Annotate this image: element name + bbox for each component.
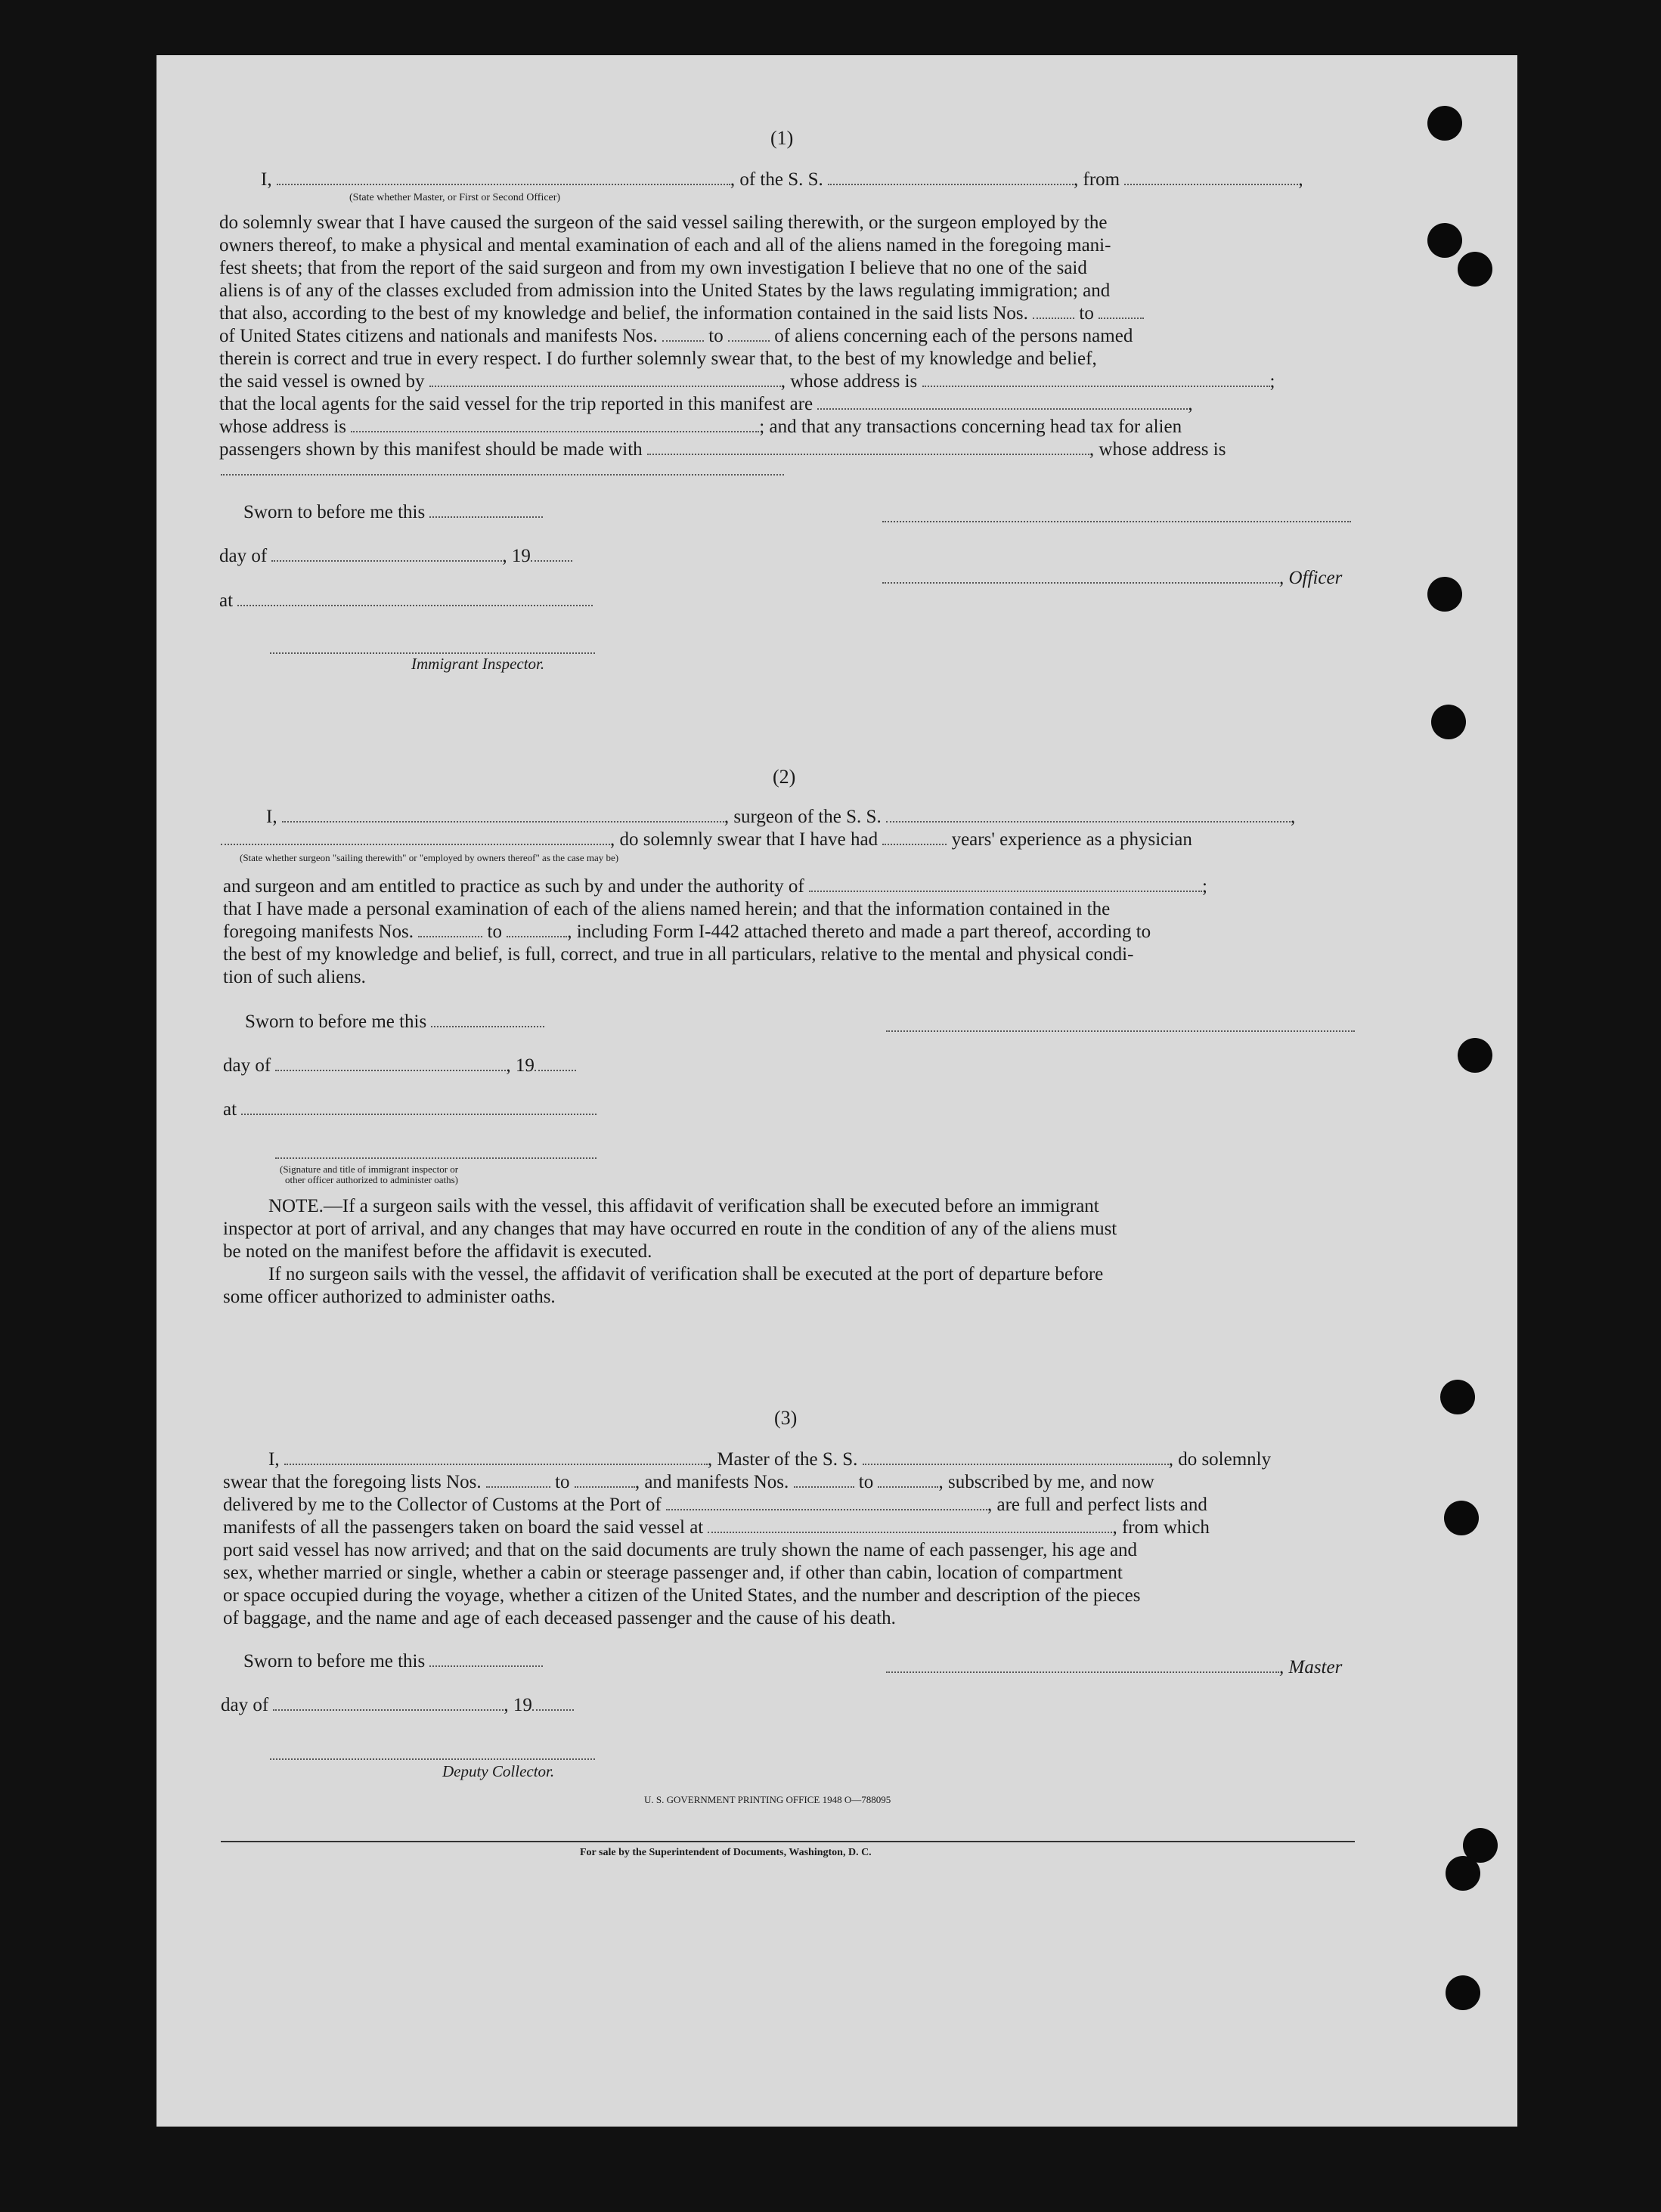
s3-body-2: manifests of all the passengers taken on board the said vessel at [223, 1517, 704, 1538]
s3-body-1-line [223, 1494, 1207, 1516]
surgeon-name-field[interactable] [282, 807, 724, 823]
s2-sworn-day-field[interactable] [431, 1012, 544, 1027]
note-3: be noted on the manifest before the affidavit is executed. [223, 1241, 652, 1262]
binder-hole [1458, 252, 1492, 287]
s3-sworn-day-field[interactable] [429, 1652, 543, 1667]
section-1-master-line: I, , of the S. S. , from , [261, 169, 1303, 190]
binder-hole [1427, 223, 1462, 258]
section-3-number: (3) [774, 1407, 798, 1429]
years-label: years' experience as a physician [951, 829, 1192, 850]
s1-body-10: passengers shown by this manifest should be made with [219, 439, 643, 460]
including-text: , including Form I-442 attached thereto and made a part thereof, according to [567, 922, 1151, 942]
s1-body-9: whose address is [219, 417, 347, 437]
day-of-label: day of [219, 546, 268, 566]
to-label: to [708, 326, 724, 346]
s2-sworn-line [245, 1011, 544, 1033]
binder-hole [1440, 1380, 1475, 1414]
s2-swear-line [221, 829, 1192, 851]
s1-officer-line [882, 567, 1342, 590]
at-label: at [223, 1099, 237, 1120]
s1-body-2: fest sheets; that from the report of the said surgeon and from my own investigation I believe that no one of the said [219, 258, 1087, 278]
s2-body-2: foregoing manifests Nos. [223, 922, 414, 942]
s3-body-5: or space occupied during the voyage, whether a citizen of the United States, and the number and description of the pieces [223, 1585, 1141, 1606]
deputy-collector-label: Deputy Collector. [442, 1762, 555, 1780]
master-label: , Master [1279, 1657, 1343, 1678]
to-label: to [858, 1472, 874, 1492]
for-sale-line: For sale by the Superintendent of Documents, Washington, D. C. [580, 1847, 872, 1858]
sworn-label: Sworn to before me this [243, 502, 426, 522]
from-label: , from [1074, 169, 1120, 190]
vessel-field[interactable] [828, 170, 1074, 185]
head-tax-address-field[interactable] [221, 474, 784, 476]
s2-manifests-to-field[interactable] [507, 922, 567, 937]
s1-body-5-line [219, 325, 1133, 348]
binder-hole [1446, 1856, 1480, 1891]
s1-body-4: that also, according to the best of my knowledge and belief, the information contained in the said lists Nos. [219, 303, 1028, 324]
to-label: to [487, 922, 502, 942]
master-name-field[interactable] [284, 1450, 708, 1465]
binder-hole [1446, 1975, 1480, 2010]
master-vessel-field[interactable] [863, 1450, 1169, 1465]
s3-lists-to-field[interactable] [575, 1473, 635, 1488]
officer-label: , Officer [1279, 568, 1343, 588]
s3-master-sign-line [886, 1656, 1342, 1679]
do-solemnly-label: , do solemnly [1168, 1449, 1272, 1470]
day-of-label: day of [221, 1695, 269, 1715]
s3-body-3: port said vessel has now arrived; and that on the said documents are truly shown the name of each passenger, his age and [223, 1540, 1138, 1560]
sworn-label: Sworn to before me this [243, 1651, 426, 1671]
s2-day-month-field[interactable] [275, 1056, 506, 1071]
s3-lists-from-field[interactable] [486, 1473, 550, 1488]
master-signature-field[interactable] [886, 1658, 1279, 1673]
officer-title-field[interactable] [882, 568, 1279, 584]
s2-at-line [223, 1098, 597, 1121]
surgeon-vessel-field[interactable] [886, 807, 1291, 823]
s1-body-10-line [219, 438, 1226, 461]
and-manifests-label: , and manifests Nos. [634, 1472, 789, 1492]
s1-sworn-line [243, 501, 543, 524]
printing-office-line: U. S. GOVERNMENT PRINTING OFFICE 1948 O—788095 [644, 1794, 891, 1805]
s1-body-7: the said vessel is owned by [219, 371, 425, 392]
officer-signature-field[interactable] [882, 521, 1351, 522]
form-page [156, 55, 1517, 2127]
years-field[interactable] [882, 830, 947, 845]
s1-at-line [219, 590, 593, 612]
binder-hole [1431, 705, 1466, 739]
s2-body-0: and surgeon and am entitled to practice as such by and under the authority of [223, 876, 804, 897]
s3-day-line [221, 1694, 574, 1717]
at-place-field[interactable] [237, 591, 593, 606]
authority-field[interactable] [809, 877, 1202, 892]
agents-field[interactable] [817, 395, 1188, 410]
s1-body-7-line: the said vessel is owned by , whose address is ; [219, 371, 1275, 392]
s1-body-4-line [219, 302, 1144, 325]
to-label: to [555, 1472, 570, 1492]
at-label: at [219, 590, 234, 611]
sworn-day-field[interactable] [429, 503, 543, 518]
s2-body-0-line: and surgeon and am entitled to practice as such by and under the authority of ; [223, 876, 1207, 897]
day-month-field[interactable] [271, 547, 502, 562]
s3-body-2-line [223, 1516, 1210, 1539]
binder-hole [1427, 577, 1462, 612]
s1-body-0: do solemnly swear that I have caused the surgeon of the said vessel sailing therewith, or the surgeon employed by the [219, 212, 1108, 233]
lists-from-field[interactable] [1033, 304, 1074, 319]
s3-body-0-line [223, 1471, 1154, 1494]
s1-body-8-line: that the local agents for the said vessel for the trip reported in this manifest are , [219, 394, 1193, 414]
surgeon-type-field[interactable] [221, 830, 610, 845]
signature-note-1: (Signature and title of immigrant inspector or [280, 1163, 459, 1175]
s3-year-field[interactable] [532, 1696, 574, 1711]
section-2-number: (2) [773, 766, 796, 788]
note-1: NOTE.—If a surgeon sails with the vessel, this affidavit of verification shall be executed before an immigrant [268, 1196, 1099, 1216]
s2-body-2-line [223, 921, 1151, 943]
signature-note-2: other officer authorized to administer oaths) [285, 1174, 458, 1185]
manifests-from-field[interactable] [662, 327, 704, 342]
s2-year-field[interactable] [535, 1056, 576, 1071]
note-5: some officer authorized to administer oaths. [223, 1287, 556, 1307]
s1-body-8: that the local agents for the said vessel for the trip reported in this manifest are [219, 394, 813, 414]
s1-day-line [219, 545, 572, 568]
surgeon-signature-field[interactable] [886, 1030, 1355, 1032]
from-which-label: , from which [1112, 1517, 1210, 1538]
s2-at-place-field[interactable] [241, 1100, 597, 1115]
name-field[interactable] [277, 170, 730, 185]
immigrant-inspector-label: Immigrant Inspector. [411, 655, 545, 673]
s2-surgeon-line: I, , surgeon of the S. S. , [266, 807, 1296, 827]
s1-body-6: therein is correct and true in every respect. I do further solemnly swear that, to the best of my knowledge and belief, [219, 349, 1097, 369]
s2-body-4: tion of such aliens. [223, 967, 366, 987]
master-of-label: , Master of the S. S. [707, 1449, 858, 1470]
section-1-number: (1) [770, 127, 794, 149]
s3-sworn-line [243, 1650, 543, 1673]
year-label: , 19 [506, 1055, 535, 1076]
s2-manifests-from-field[interactable] [418, 922, 482, 937]
embarkation-port-field[interactable] [708, 1518, 1112, 1533]
whose-address-label: , whose address is [780, 371, 918, 392]
port-of-field[interactable] [666, 1495, 987, 1510]
s1-body-5: of United States citizens and nationals and manifests Nos. [219, 326, 658, 346]
s3-day-month-field[interactable] [273, 1696, 504, 1711]
s1-body-3: aliens is of any of the classes excluded from admission into the United States by the laws regulating immigration; and [219, 280, 1111, 301]
s2-inspector-signature-field[interactable] [275, 1157, 597, 1159]
day-of-label: day of [223, 1055, 271, 1076]
full-perfect-label: , are full and perfect lists and [987, 1495, 1207, 1515]
year-field[interactable] [531, 547, 572, 562]
s3-body-1: delivered by me to the Collector of Customs at the Port of [223, 1495, 662, 1515]
i-label: I, [261, 169, 272, 190]
head-tax-party-field[interactable] [647, 440, 1089, 455]
s3-manifests-from-field[interactable] [794, 1473, 854, 1488]
to-label: to [1079, 303, 1094, 324]
s3-master-line [268, 1448, 1271, 1471]
s2-day-line [223, 1055, 576, 1077]
swear-label: , do solemnly swear that I have had [610, 829, 879, 850]
s1-body-1: owners thereof, to make a physical and mental examination of each and all of the aliens named in the foregoing mani- [219, 235, 1111, 256]
agents-address-field[interactable] [351, 417, 759, 432]
binder-hole [1444, 1501, 1479, 1535]
of-ss-label: , of the S. S. [730, 169, 823, 190]
s1-body-9-line [219, 416, 1182, 438]
of-aliens-text: of aliens concerning each of the persons named [774, 326, 1133, 346]
year-label: , 19 [502, 546, 531, 566]
year-label: , 19 [504, 1695, 532, 1715]
head-tax-text: ; and that any transactions concerning head tax for alien [759, 417, 1182, 437]
subscribed-label: , subscribed by me, and now [938, 1472, 1154, 1492]
officer-note: (State whether Master, or First or Second Officer) [349, 192, 561, 203]
sworn-label: Sworn to before me this [245, 1012, 427, 1032]
note-2: inspector at port of arrival, and any changes that may have occurred en route in the condition of any of the aliens must [223, 1219, 1117, 1239]
whose-address-label: , whose address is [1089, 439, 1226, 460]
surgeon-note: (State whether surgeon "sailing therewith" or "employed by owners thereof" as the case may be) [240, 852, 619, 863]
s3-body-4: sex, whether married or single, whether a cabin or steerage passenger and, if other than cabin, location of compartment [223, 1563, 1123, 1583]
s2-body-1: that I have made a personal examination of each of the aliens named herein; and that the information contained in the [223, 899, 1111, 919]
port-field[interactable] [1124, 170, 1298, 185]
s3-manifests-to-field[interactable] [878, 1473, 938, 1488]
s3-body-0: swear that the foregoing lists Nos. [223, 1472, 482, 1492]
owner-field[interactable] [429, 372, 781, 387]
owner-address-field[interactable] [922, 372, 1270, 387]
surgeon-of-label: , surgeon of the S. S. [724, 807, 882, 827]
manifests-to-field[interactable] [728, 327, 770, 342]
i-label: I, [268, 1449, 280, 1470]
i-label: I, [266, 807, 277, 827]
s3-body-6: of baggage, and the name and age of each deceased passenger and the cause of his death. [223, 1608, 896, 1628]
footer-rule [221, 1841, 1355, 1842]
lists-to-field[interactable] [1099, 304, 1144, 319]
binder-hole [1458, 1038, 1492, 1073]
binder-hole [1427, 106, 1462, 141]
note-4: If no surgeon sails with the vessel, the affidavit of verification shall be executed at the port of departure before [268, 1264, 1104, 1284]
s2-body-3: the best of my knowledge and belief, is full, correct, and true in all particulars, relative to the mental and physical condi- [223, 944, 1134, 965]
